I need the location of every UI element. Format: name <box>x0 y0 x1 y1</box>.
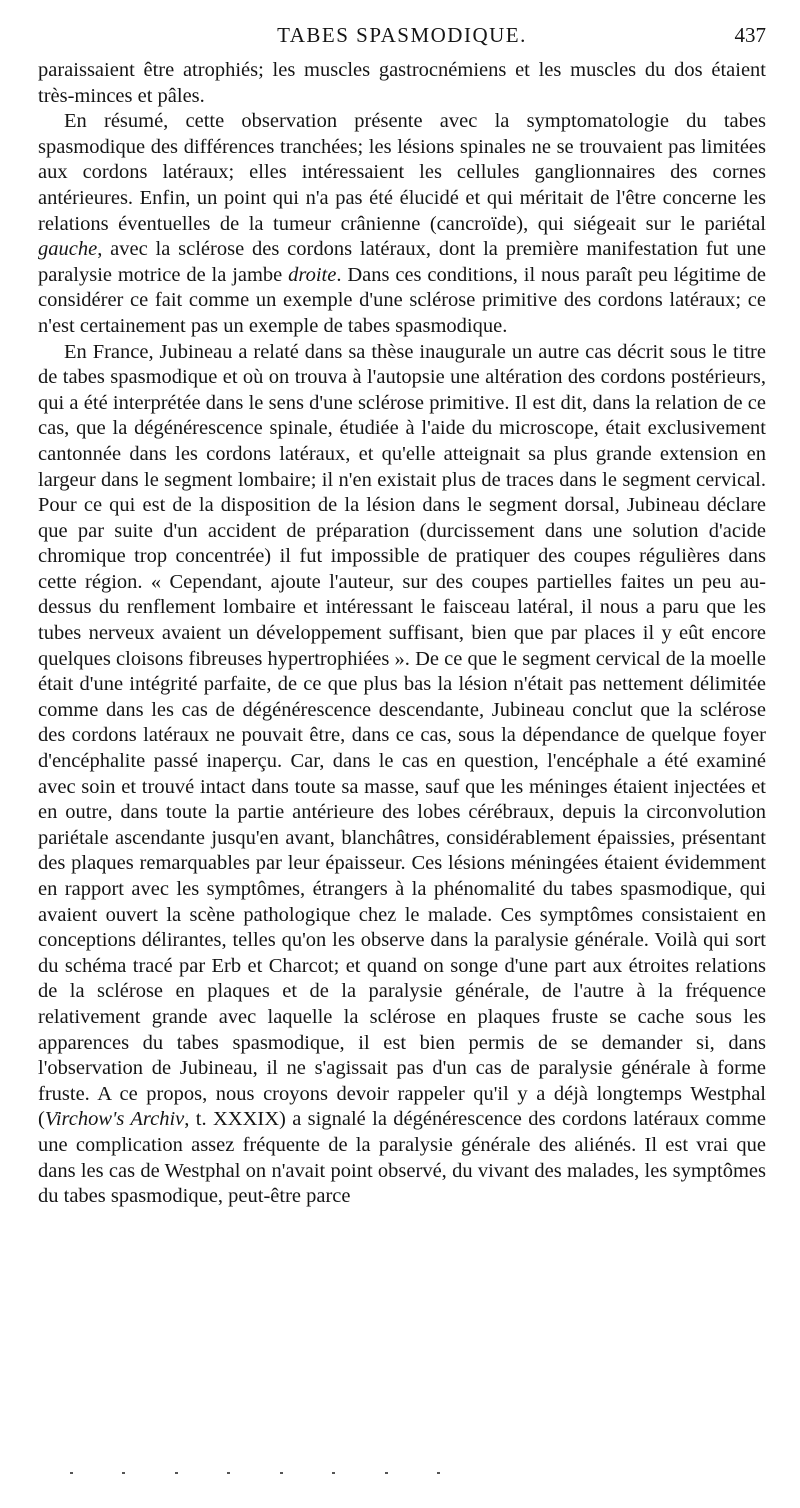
dot-mark <box>332 1472 335 1474</box>
italic-term: droite <box>288 263 337 286</box>
scan-artifact-dots <box>70 1472 440 1474</box>
dot-mark <box>280 1472 283 1474</box>
dot-mark <box>385 1472 388 1474</box>
page-number: 437 <box>734 23 766 47</box>
paragraph-continuation <box>38 58 766 109</box>
text-segment: . Dans ces conditions, il nous paraît peu légitime de considérer ce fait comme un exemple d'une sclérose primitive des cordons latéraux; ce n'est certainement pas un exemple de tabes spasmodique. <box>38 263 766 337</box>
text-segment: En France, Jubineau a relaté dans sa thèse inaugurale un autre cas décrit sous le titre de tabes spasmodique et où on trouva à l'autopsie une altération des cordons postérieurs, qui a été interprétée dans le sens d'une sclérose primitive. Il est dit, dans la relation de ce cas, que la dégénérescence spinale, étudiée à l'aide du microscope, était exclusivement cantonnée dans les cordons latéraux, et qu'elle atteignait sa plus grande extension en largeur dans le segment lombaire; il n'en existait plus de traces dans le segment cervical. Pour ce qui est de la disposition de la lésion dans le segment dorsal, Jubineau déclare que par suite d'un accident de préparation (durcissement dans une solution d'acide chromique trop concentrée) il fut impossible de pratiquer des coupes régulières dans cette région. « Cependant, ajoute l'auteur, sur des coupes partielles faites un peu au-dessus du renflement lombaire et intéressant le faisceau latéral, il nous a paru que les tubes nerveux avaient un développement suffisant, bien que par places il y eût encore quelques cloisons fibreuses hypertrophiées ». De ce que le segment cervical de la moelle était d'une intégrité parfaite, de ce que plus bas la lésion n'était pas nettement délimitée comme dans les cas de dégénérescence descendante, Jubineau conclut que la sclérose des cordons latéraux ne pouvait être, dans ce cas, sous la dépendance de quelque foyer d'encéphalite passé inaperçu. Car, dans le cas en question, l'encéphale a été examiné avec soin et trouvé intact dans toute sa masse, sauf que les méninges étaient injectées et en outre, dans toute la partie antérieure des lobes cérébraux, depuis la circonvolution pariétale ascendante jusqu'en avant, blanchâtres, considérablement épaissies, présentant des plaques remarquables par leur épaisseur. Ces lésions méningées étaient évidemment en rapport avec les symptômes, étrangers à la phénomalité du tabes spasmodique, qui avaient ouvert la scène pathologique chez le malade. Ces symptômes consistaient en conceptions délirantes, telles qu'on les observe dans la paralysie générale. Voilà qui sort du schéma tracé par Erb et Charcot; et quand on songe d'une part aux étroites relations de la sclérose en plaques et de la paralysie générale, de l'autre à la fréquence relativement grande avec laquelle la sclérose en plaques fruste se cache sous les apparences du tabes spasmodique, il est bien permis de se demander si, dans l'observation de Jubineau, il ne s'agissait pas d'un cas de paralysie générale à forme fruste. A ce propos, nous croyons devoir rappeler qu'il y a déjà longtemps Westphal ( <box>38 340 766 1131</box>
dot-mark <box>437 1472 440 1474</box>
body-text <box>38 58 766 1210</box>
text-segment: , avec la sclérose des cordons latéraux, dont la première manifestation fut une paralysie motrice de la jambe <box>38 238 766 286</box>
text-segment: En résumé, cette observation présente avec la symptomatologie du tabes spasmodique des différences tranchées; les lésions spinales ne se trouvaient pas limitées aux cordons latéraux; elles intéressaient les cellules ganglionnaires des cornes antérieures. Enfin, un point qui n'a pas été élucidé et qui méritait de l'être concerne les relations éventuelles de la tumeur crânienne (cancroïde), qui siégeait sur le pariétal <box>38 110 766 235</box>
paragraph-resume <box>38 109 766 339</box>
text-segment: , t. XXXIX) a signalé la dégénérescence des cordons latéraux comme une complication assez fréquente de la paralysie générale des aliénés. Il est vrai que dans les cas de Westphal on n'avait point observé, du vivant des malades, les symptômes du tabes spasmodique, peut-être parce <box>38 1108 766 1208</box>
dot-mark <box>175 1472 178 1474</box>
dot-mark <box>70 1472 73 1474</box>
dot-mark <box>227 1472 230 1474</box>
dot-mark <box>122 1472 125 1474</box>
text-segment: paraissaient être atrophiés; les muscles gastrocnémiens et les muscles du dos étaient très-minces et pâles. <box>38 59 766 107</box>
paragraph-jubineau <box>38 340 766 1210</box>
running-head <box>38 22 766 58</box>
running-title: TABES SPASMODIQUE. <box>277 23 527 47</box>
book-page <box>38 22 766 1210</box>
italic-citation: Virchow's Archiv <box>44 1108 185 1131</box>
italic-term: gauche <box>38 238 98 261</box>
